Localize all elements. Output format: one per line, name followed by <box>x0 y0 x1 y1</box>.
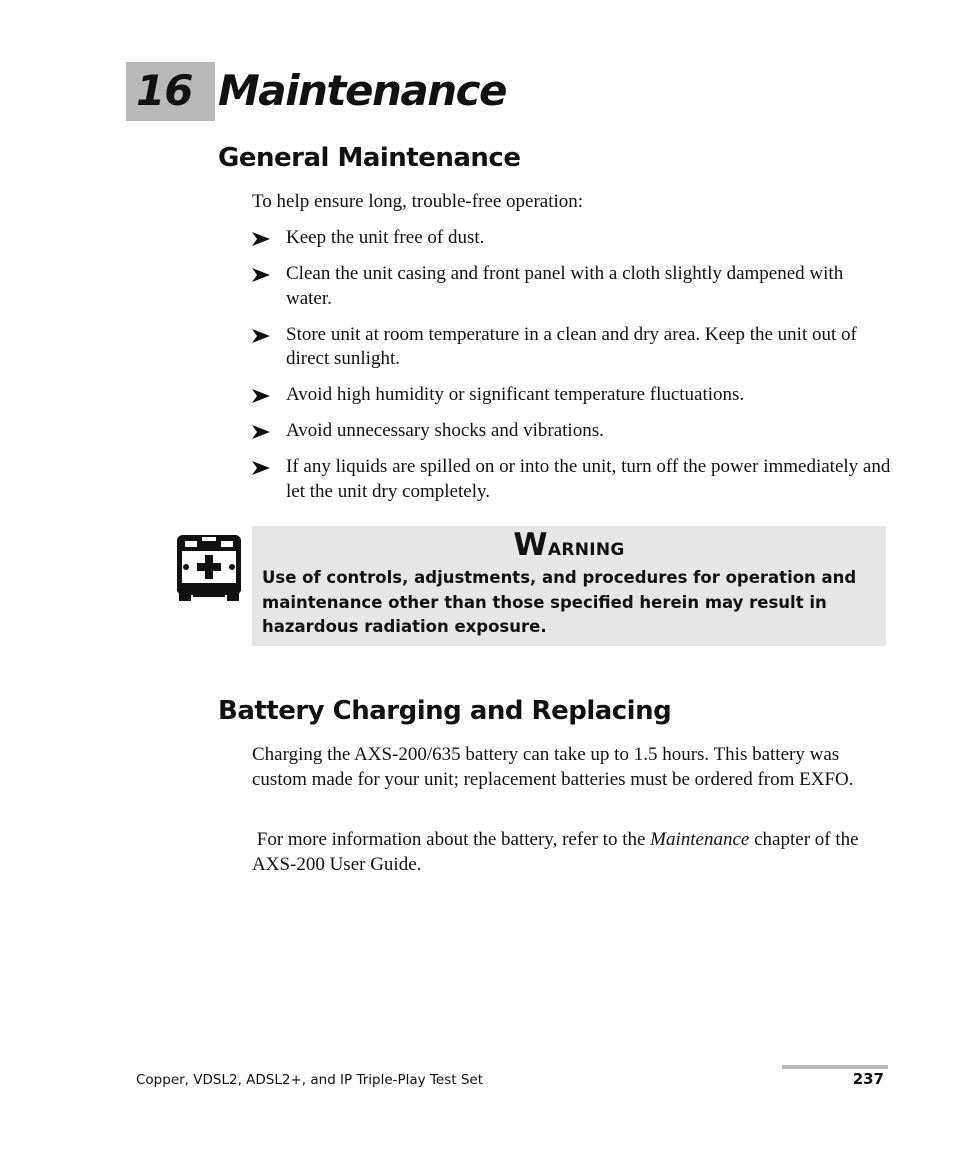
arrowhead-bullet-icon <box>252 268 270 282</box>
bullet-text: Clean the unit casing and front panel with a cloth slightly dampened with water. <box>286 263 844 309</box>
battery-paragraph-2: For more information about the battery, refer to the Maintenance chapter of the AXS-200 User Guide. <box>252 829 859 875</box>
bullet-text: Avoid high humidity or significant temperature fluctuations. <box>286 384 745 405</box>
bullet-text: If any liquids are spilled on or into the unit, turn off the power immediately and let the unit dry completely. <box>286 456 891 502</box>
chapter-number: 16 <box>136 66 193 115</box>
list-item <box>252 383 892 408</box>
arrowhead-bullet-icon <box>252 461 270 475</box>
bullet-text: Store unit at room temperature in a clean and dry area. Keep the unit out of direct sunlight. <box>286 323 857 369</box>
list-item <box>252 419 892 444</box>
chapter-reference: Maintenance <box>650 829 750 850</box>
list-item <box>252 455 892 504</box>
warning-text: Use of controls, adjustments, and procedures for operation and maintenance other than those specified herein may result in hazardous radiation exposure. <box>262 568 857 636</box>
bullet-text: Keep the unit free of dust. <box>286 227 485 248</box>
arrowhead-bullet-icon <box>252 425 270 439</box>
battery-paragraph-1: Charging the AXS-200/635 battery can take up to 1.5 hours. This battery was custom made for your unit; replacement batteries must be ordered from EXFO. <box>252 744 854 790</box>
ambulance-icon <box>175 533 243 603</box>
list-item <box>252 226 892 251</box>
bullet-text: Avoid unnecessary shocks and vibrations. <box>286 420 604 441</box>
maintenance-bullet-list <box>252 226 892 516</box>
chapter-title: Maintenance <box>218 66 507 115</box>
warning-title: Warning <box>513 527 625 563</box>
arrowhead-bullet-icon <box>252 329 270 343</box>
page-number: 237 <box>852 1070 884 1088</box>
section-heading-battery: Battery Charging and Replacing <box>218 696 672 726</box>
warning-box <box>252 526 886 646</box>
section-heading-general-maintenance: General Maintenance <box>218 143 521 173</box>
arrowhead-bullet-icon <box>252 389 270 403</box>
footer-document-title: Copper, VDSL2, ADSL2+, and IP Triple-Play Test Set <box>136 1072 484 1088</box>
arrowhead-bullet-icon <box>252 232 270 246</box>
general-maintenance-intro: To help ensure long, trouble-free operation: <box>252 191 584 212</box>
list-item <box>252 262 892 311</box>
list-item <box>252 323 892 372</box>
